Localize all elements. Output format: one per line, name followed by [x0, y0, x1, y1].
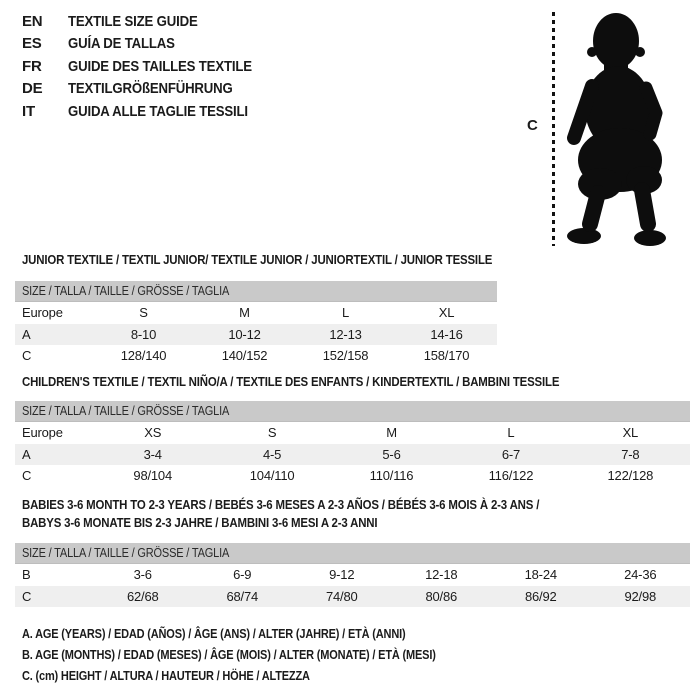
- legend: [22, 624, 492, 687]
- table-cell: 18-24: [524, 567, 557, 583]
- row-label: C: [22, 468, 32, 484]
- language-code: EN: [22, 12, 43, 30]
- junior-table: [15, 281, 497, 367]
- language-label: GUÍA DE TALLAS: [68, 35, 175, 53]
- table-row: [15, 444, 690, 466]
- language-row-en: [22, 10, 277, 33]
- table-cell: 158/170: [423, 348, 470, 364]
- table-cell: 10-12: [228, 326, 261, 342]
- table-row: [15, 324, 497, 346]
- row-label: A: [22, 446, 31, 462]
- babies-title-line2: BABYS 3-6 MONATE BIS 2-3 JAHRE / BAMBINI 3-6 MESI A 2-3 ANNI: [22, 514, 378, 530]
- language-row-fr: [22, 55, 277, 78]
- table-cell: M: [239, 305, 250, 321]
- table-row: [15, 465, 690, 487]
- language-code: ES: [22, 35, 42, 53]
- table-cell: 86/92: [524, 588, 557, 604]
- table-cell: 4-5: [263, 446, 282, 462]
- table-cell: 9-12: [329, 567, 355, 583]
- legend-line-b: B. AGE (MONTHS) / EDAD (MESES) / ÂGE (MOIS) / ALTER (MONATE) / ETÀ (MESI): [22, 648, 436, 662]
- table-cell: XL: [438, 305, 455, 321]
- table-cell: M: [386, 425, 397, 441]
- language-label: TEXTILGRÖßENFÜHRUNG: [68, 80, 233, 98]
- table-cell: 5-6: [382, 446, 401, 462]
- table-cell: 8-10: [130, 326, 157, 342]
- babies-title-line1: BABIES 3-6 MONTH TO 2-3 YEARS / BEBÉS 3-6 MESES A 2-3 AÑOS / BÉBÉS 3-6 MOIS À 2-3 ANS /: [22, 497, 540, 512]
- babies-table: [15, 543, 690, 607]
- table-cell: XS: [144, 425, 162, 441]
- size-header-label: SIZE / TALLA / TAILLE / GRÖSSE / TAGLIA: [22, 284, 230, 298]
- language-row-it: [22, 100, 277, 123]
- table-row: [15, 564, 690, 586]
- table-cell: S: [139, 305, 148, 321]
- table-cell: 12-13: [329, 326, 362, 342]
- table-cell: XL: [622, 425, 639, 441]
- language-code: DE: [22, 80, 43, 98]
- table-cell: 14-16: [430, 326, 463, 342]
- table-cell: 116/122: [488, 468, 534, 484]
- language-code: FR: [22, 57, 42, 75]
- language-row-de: [22, 78, 277, 101]
- table-cell: 98/104: [133, 468, 172, 484]
- table-cell: 128/140: [120, 348, 167, 364]
- table-cell: 104/110: [249, 468, 295, 484]
- table-row: [15, 302, 497, 324]
- table-row: [15, 422, 690, 444]
- table-cell: 62/68: [126, 588, 159, 604]
- table-cell: 7-8: [621, 446, 640, 462]
- size-header-band: [15, 543, 690, 564]
- table-cell: 6-7: [501, 446, 521, 462]
- table-cell: 92/98: [624, 588, 657, 604]
- table-cell: 74/80: [325, 588, 358, 604]
- babies-table-title: [22, 496, 610, 531]
- table-cell: 3-4: [143, 446, 162, 462]
- language-label: GUIDE DES TAILLES TEXTILE: [68, 57, 252, 75]
- legend-line-c: C. (cm) HEIGHT / ALTURA / HAUTEUR / HÖHE / ALTEZZA: [22, 669, 310, 683]
- language-label: TEXTILE SIZE GUIDE: [68, 12, 198, 30]
- table-cell: 6-9: [233, 567, 252, 583]
- table-cell: L: [507, 425, 515, 441]
- table-cell: S: [267, 425, 277, 441]
- toddler-silhouette-icon: [558, 8, 698, 248]
- language-row-es: [22, 33, 277, 56]
- table-row: [15, 345, 497, 367]
- table-cell: 152/158: [322, 348, 369, 364]
- language-list: [22, 10, 277, 123]
- size-header-band: [15, 281, 497, 302]
- children-table-title: CHILDREN'S TEXTILE / TEXTIL NIÑO/A / TEXTILE DES ENFANTS / KINDERTEXTIL / BAMBINI TESSILE: [22, 374, 560, 389]
- junior-table-title: JUNIOR TEXTILE / TEXTIL JUNIOR/ TEXTILE JUNIOR / JUNIORTEXTIL / JUNIOR TESSILE: [22, 252, 493, 267]
- table-cell: 68/74: [226, 588, 259, 604]
- row-label: A: [22, 326, 31, 342]
- row-label: B: [22, 567, 31, 583]
- size-header-band: [15, 401, 690, 422]
- row-label: Europe: [22, 305, 63, 321]
- children-table: [15, 401, 690, 487]
- row-label: C: [22, 588, 32, 604]
- table-row: [15, 586, 690, 608]
- height-measure-dashed-line: [552, 12, 555, 246]
- table-cell: L: [341, 305, 350, 321]
- table-cell: 140/152: [221, 348, 268, 364]
- table-cell: 24-36: [624, 567, 657, 583]
- legend-line-a: A. AGE (YEARS) / EDAD (AÑOS) / ÂGE (ANS) / ALTER (JAHRE) / ETÀ (ANNI): [22, 627, 406, 641]
- row-label: Europe: [22, 425, 63, 441]
- size-header-label: SIZE / TALLA / TAILLE / GRÖSSE / TAGLIA: [22, 546, 230, 560]
- table-cell: 110/116: [369, 468, 414, 484]
- language-code: IT: [22, 102, 35, 120]
- language-label: GUIDA ALLE TAGLIE TESSILI: [68, 102, 248, 120]
- table-cell: 3-6: [133, 567, 152, 583]
- size-header-label: SIZE / TALLA / TAILLE / GRÖSSE / TAGLIA: [22, 404, 230, 418]
- table-cell: 122/128: [607, 468, 654, 484]
- table-cell: 12-18: [425, 567, 458, 583]
- row-label: C: [22, 348, 32, 364]
- height-measure-label: C: [527, 117, 538, 134]
- table-cell: 80/86: [425, 588, 458, 604]
